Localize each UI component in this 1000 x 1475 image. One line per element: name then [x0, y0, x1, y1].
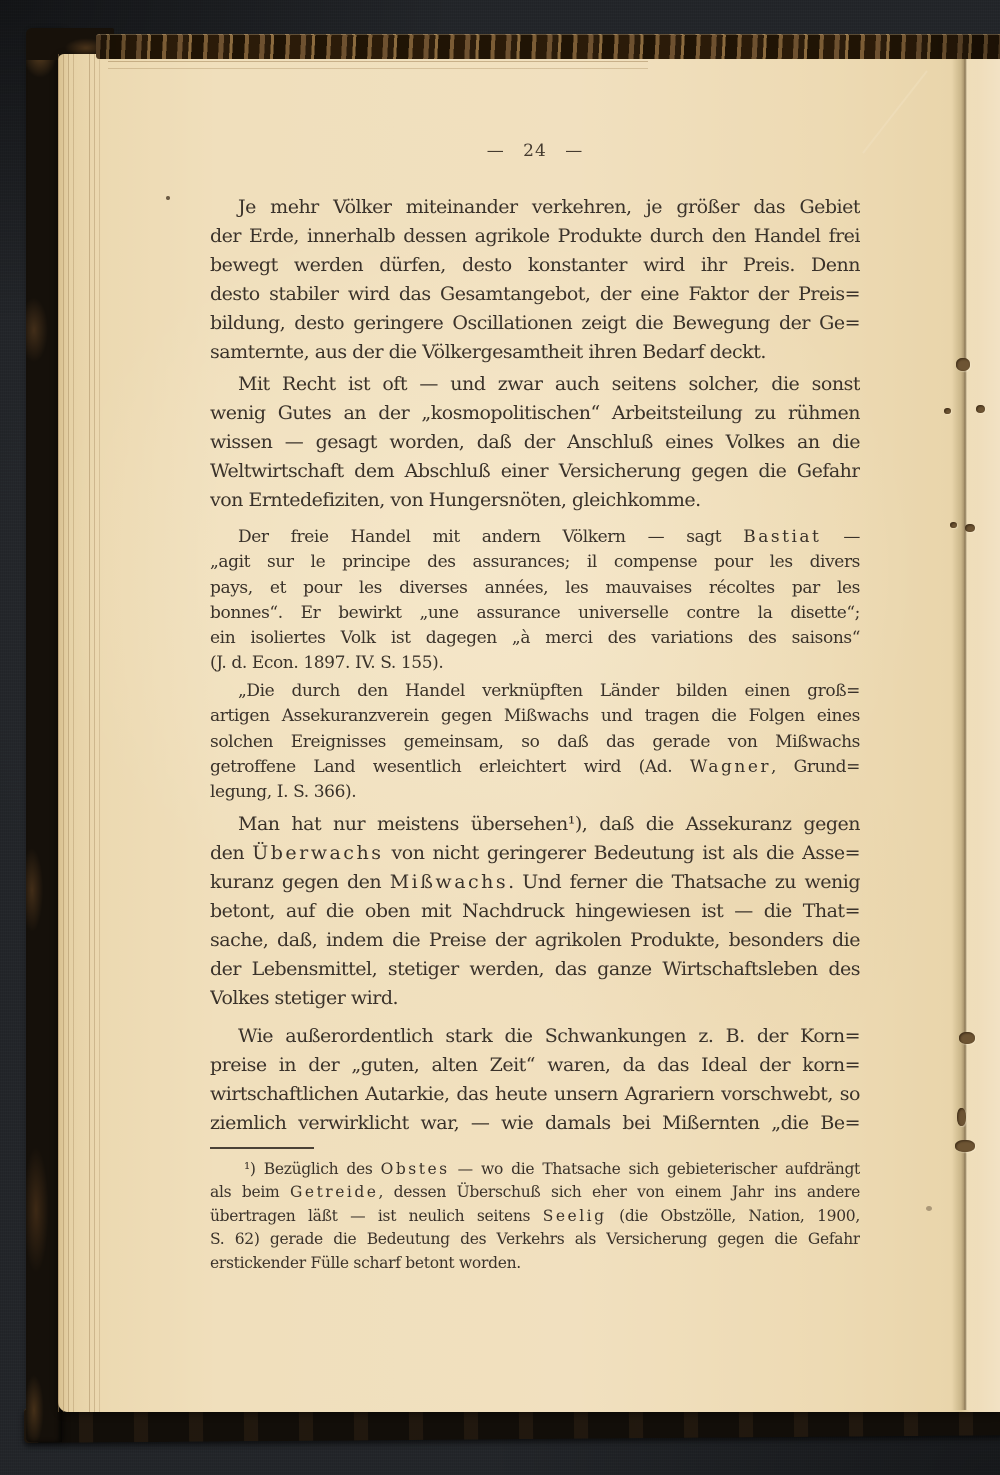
text-line: S. 62) gerade die Bedeutung des Verkehrs als Versicherung gegen die Gefahr: [210, 1230, 860, 1249]
letterspaced-word: Seelig: [542, 1206, 607, 1225]
letterspaced-word: Überwachs: [252, 842, 384, 864]
text-line: von Erntedefiziten, von Hungersnöten, gleichkomme.: [210, 489, 701, 511]
paper-speck: [166, 196, 170, 200]
text-block: [210, 0, 860, 1475]
letterspaced-word: Getreide: [290, 1183, 379, 1202]
text-line: pays, et pour les diverses années, les mauvaises récoltes par les: [210, 577, 860, 598]
wormhole: [965, 524, 975, 532]
text-line: erstickender Fülle scharf betont worden.: [210, 1253, 521, 1272]
wormhole: [955, 1140, 975, 1152]
paragraph-2: [210, 370, 860, 515]
text-line: solchen Ereignisses gemeinsam, so daß das gerade von Mißwachs: [210, 731, 860, 752]
text-run: —: [821, 527, 860, 547]
paragraph-5: [210, 810, 860, 1013]
text-line: „Die durch den Handel verknüpften Länder bilden einen groß=: [238, 681, 860, 701]
paragraph-4-wagner-quote: [210, 679, 860, 805]
book-cover-left-edge: [26, 30, 62, 1442]
text-line: der Lebensmittel, stetiger werden, das ganze Wirtschaftsleben des: [210, 958, 860, 980]
wormhole: [956, 358, 970, 371]
text-line: bewegt werden dürfen, desto konstanter wird ihr Preis. Denn: [210, 254, 860, 276]
text-line: [210, 1158, 860, 1181]
text-run: als beim: [210, 1183, 291, 1202]
wormhole: [959, 1032, 975, 1044]
text-line: bildung, desto geringere Oscillationen zeigt die Bewegung der Ge=: [210, 312, 860, 334]
text-line: [210, 868, 860, 897]
letterspaced-word: Obstes: [380, 1160, 450, 1178]
text-line: wenig Gutes an der „kosmopolitischen“ Arbeitsteilung zu rühmen: [210, 402, 860, 424]
paragraph-1: [210, 193, 860, 367]
text-line: „agit sur le principe des assurances; il compense pour les divers: [210, 552, 860, 573]
text-line: samternte, aus der die Völkergesamtheit ihren Bedarf deckt.: [210, 341, 766, 363]
text-line: Weltwirtschaft dem Abschluß einer Versicherung gegen die Gefahr: [210, 460, 860, 482]
text-line: bonnes“. Er bewirkt „une assurance universelle contre la disette“;: [210, 602, 860, 623]
wormhole: [944, 408, 951, 414]
text-line: [210, 755, 860, 780]
text-run: übertragen läßt — ist neulich seitens: [210, 1206, 543, 1225]
letterspaced-word: Bastiat: [743, 527, 822, 547]
footnote-marker: ¹) Bezüglich des: [244, 1160, 381, 1178]
paragraph-3-bastiat-quote: [210, 525, 860, 677]
text-line: [210, 525, 860, 550]
footnote-rule: [210, 1147, 314, 1149]
text-line: Man hat nur meistens übersehen¹), daß die Assekuranz gegen: [238, 813, 860, 835]
text-run: kuranz gegen den: [210, 871, 390, 893]
text-line: wissen — gesagt worden, daß der Anschluß eines Volkes an die: [210, 431, 860, 453]
text-line: ziemlich verwirklicht war, — wie damals bei Mißernten „die Be=: [210, 1112, 860, 1134]
wormhole: [957, 1108, 966, 1126]
text-line: ein isoliertes Volk ist dagegen „à merci des variations des saisons“: [210, 628, 860, 649]
text-line: artigen Assekuranzverein gegen Mißwachs und tragen die Folgen eines: [210, 706, 860, 727]
paper-speck: [926, 1206, 932, 1211]
text-run: — wo die Thatsache sich gebieterischer aufdrängt: [449, 1160, 860, 1178]
text-run: . Und ferner die Thatsache zu wenig: [508, 871, 860, 893]
text-run: von nicht geringerer Bedeutung ist als die Asse=: [383, 842, 860, 864]
text-line: legung, I. S. 366).: [210, 782, 357, 803]
letterspaced-word: Mißwachs: [389, 871, 509, 893]
text-line: [210, 839, 860, 868]
text-line: Wie außerordentlich stark die Schwankungen z. B. der Korn=: [238, 1025, 860, 1047]
text-line: [210, 1205, 860, 1228]
text-line: Je mehr Völker miteinander verkehren, je größer das Gebiet: [238, 196, 860, 218]
wormhole: [950, 522, 957, 528]
page-edge-stack: [58, 54, 108, 1412]
text-run: (die Obstzölle, Nation, 1900,: [606, 1206, 860, 1225]
text-line: Volkes stetiger wird.: [210, 987, 399, 1009]
text-run: , Grund=: [771, 756, 860, 777]
text-run: Der freie Handel mit andern Völkern — sagt: [238, 527, 744, 547]
text-run: getroffene Land wesentlich erleichtert wird (Ad.: [210, 756, 690, 777]
text-line: (J. d. Econ. 1897. IV. S. 155).: [210, 653, 444, 674]
paper-crease: [862, 70, 928, 153]
text-run: , dessen Überschuß sich eher von einem Jahr ins andere: [378, 1183, 860, 1202]
text-line: Mit Recht ist oft — und zwar auch seitens solcher, die sonst: [238, 373, 860, 395]
page-number: — 24 —: [486, 141, 584, 161]
footnote: [210, 1158, 860, 1275]
text-run: den: [210, 842, 253, 864]
text-line: desto stabiler wird das Gesamtangebot, der eine Faktor der Preis=: [210, 283, 860, 305]
text-line: preise in der „guten, alten Zeit“ waren, da das Ideal der korn=: [210, 1054, 860, 1076]
text-line: betont, auf die oben mit Nachdruck hingewiesen ist — die That=: [210, 900, 860, 922]
letterspaced-word: Wagner: [689, 756, 772, 777]
text-line: wirtschaftlichen Autarkie, das heute unsern Agrariern vorschwebt, so: [210, 1083, 860, 1105]
text-line: [210, 1181, 860, 1204]
text-line: der Erde, innerhalb dessen agrikole Produkte durch den Handel frei: [210, 225, 860, 247]
wormhole: [976, 405, 985, 413]
paragraph-6: [210, 1022, 860, 1138]
text-line: sache, daß, indem die Preise der agrikolen Produkte, besonders die: [210, 929, 860, 951]
gutter-fold: [952, 58, 982, 1410]
